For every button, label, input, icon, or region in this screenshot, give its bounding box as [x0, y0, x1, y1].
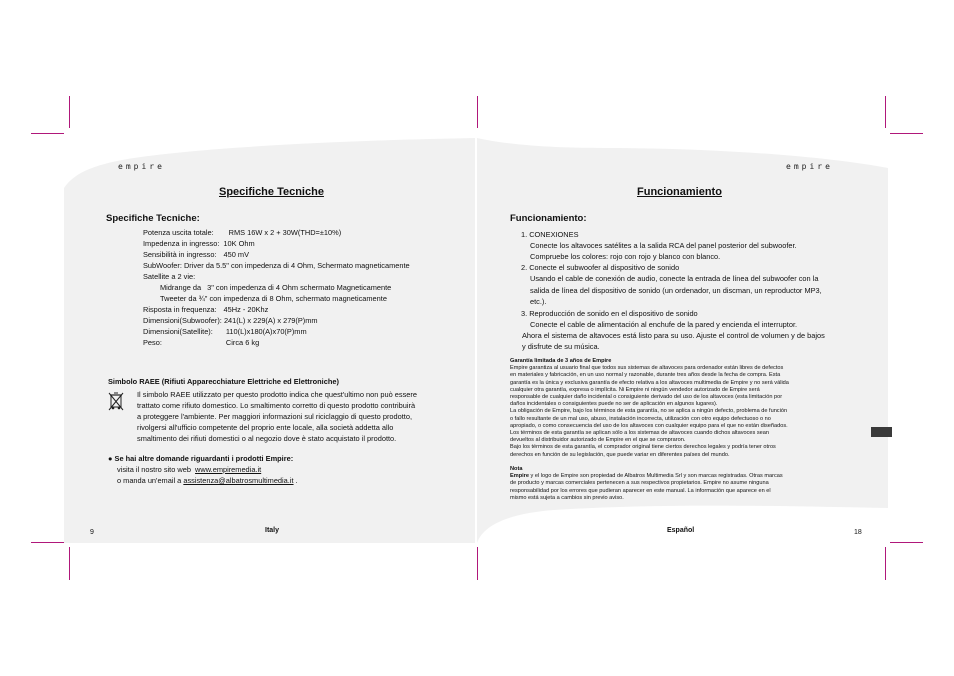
raee-title: Simbolo RAEE (Rifiuti Apparecchiature Elettriche ed Elettroniche) [108, 377, 339, 386]
spec-label: Dimensioni(Satellite): [143, 327, 213, 336]
page-tab-marker [871, 427, 892, 437]
spec-row [143, 282, 410, 293]
warranty-line: Los términos de esta garantía se aplican sólo a los sistemas de altavoces cuando dichos altavoces sean [510, 430, 770, 437]
spec-value: 45Hz - 20Khz [223, 305, 269, 314]
raee-line: rivolgersi all'ufficio competente del proprio ente locale, alla società addetta allo [137, 423, 394, 432]
crop-mark [885, 547, 886, 580]
contact-mail-suffix: . [295, 476, 298, 485]
step-text: Ahora el sistema de altavoces está listo para su uso. Ajuste el control de volumen y de bajos [522, 330, 825, 340]
crop-mark [885, 96, 886, 129]
spec-label: Impedenza in ingresso: [143, 239, 220, 248]
crop-mark [477, 96, 478, 129]
warranty-title: Garantía limitada de 3 años de Empire [510, 358, 612, 364]
empire-logo: empire [118, 162, 165, 171]
step-text: salida de línea del dispositivo de sonido (un ordenador, un discman, un reproductor MP3, [530, 285, 822, 295]
spec-row [143, 337, 410, 348]
step-text: etc.). [530, 297, 547, 306]
step-text: Usando el cable de conexión de audio, conecte la entrada de línea del subwoofer con la [530, 274, 819, 283]
spec-row [143, 304, 410, 315]
spec-label: Potenza uscita totale: [143, 228, 214, 237]
contact-web-prefix: visita il nostro sito web [117, 465, 191, 474]
crossed-out-wheelie-bin-icon [108, 391, 124, 411]
spec-label: Dimensioni(Subwoofer): [143, 316, 222, 325]
crop-mark [31, 133, 64, 134]
note-line: responsabilidad por los errores que pudieran aparecer en este manual. La información que aparece en el [510, 487, 771, 494]
contact-block [108, 453, 298, 486]
spec-row [143, 326, 410, 337]
spec-row [143, 249, 410, 260]
raee-line: smaltimento dei rifiuti domestici o al negozio dove è stato acquistato il prodotto. [137, 434, 397, 443]
warranty-line: derechos en función de su legislación, que puede variar en diferentes países del mundo. [510, 451, 730, 458]
raee-line: a proteggere l'ambiente. Per maggiori informazioni sul riciclaggio di questo prodotto, [137, 412, 413, 421]
warranty-line: cualquier otra garantía, expresa o implícita. Ni Empire ni ningún vendedor autorizado de Empire será [510, 386, 760, 393]
crop-mark [477, 547, 478, 580]
warranty-line: o fallo resultante de un mal uso, abuso, instalación incorrecta, utilización con otro equipo defectuoso o no [510, 415, 771, 422]
crop-mark [31, 542, 64, 543]
spec-value: 110(L)x180(A)x70(P)mm [225, 327, 307, 336]
spec-label: Sensibilità in ingresso: [143, 250, 217, 259]
spec-value: RMS 16W x 2 + 30W(THD=±10%) [228, 228, 342, 237]
website-link[interactable]: www.empiremedia.it [195, 465, 262, 474]
warranty-line: en materiales y fabricación, en un uso normal y razonable, durante tres años desde la fecha de compra. Esta [510, 372, 781, 379]
warranty-line: daños incidentales o consiguientes puede no ser de aplicación en algunos lugares). [510, 401, 718, 408]
contact-mail-row [108, 475, 298, 486]
note-line: de producto y marcas comerciales pertenecen a sus respectivos propietarios. Empire no asume ninguna [510, 480, 769, 487]
warranty-line: devueltos al distribuidor autorizado de Empire en el que se compraron. [510, 437, 686, 444]
spec-row [143, 315, 410, 326]
section-title: Specifiche Tecniche: [106, 213, 200, 224]
spec-row [143, 293, 410, 304]
spec-label: Tweeter da [160, 294, 197, 303]
note-text: y el logo de Empire son propiedad de Albatros Multimedia Srl y son marcas registradas. Otras marcas [528, 473, 783, 480]
spec-row [143, 271, 410, 282]
warranty-block [510, 358, 789, 459]
spec-row [143, 238, 410, 249]
spec-label: Satellite a 2 vie: [143, 272, 196, 281]
spec-label: SubWoofer: [143, 261, 182, 270]
spec-value: 241(L) x 229(A) x 279(P)mm [223, 316, 318, 325]
spec-label: Peso: [143, 338, 162, 347]
warranty-line: garantía es la única y exclusiva garantía de efecto relativa a los altavoces multimedia de Empire y no será válida [510, 379, 789, 386]
warranty-line: responsable de cualquier daño incidental o consiguiente derivado del uso de los altavoces (esta limitación por [510, 394, 783, 401]
raee-text [137, 389, 417, 444]
contact-web-row [108, 464, 298, 475]
step-heading: 3. Reproducción de sonido en el dispositivo de sonido [521, 308, 698, 318]
step-heading: 1. CONEXIONES [521, 230, 579, 239]
crop-mark [69, 96, 70, 129]
step-text: Conecte el cable de alimentación al enchufe de la pared y encienda el interruptor. [530, 319, 798, 329]
step-text: Compruebe los colores: rojo con rojo y blanco con blanco. [530, 252, 721, 261]
warranty-line: Bajo los términos de esta garantía, el comprador original tiene ciertos derechos legales y podría tener otros [510, 444, 776, 451]
step-text: y disfrute de su música. [522, 341, 600, 351]
spec-row [143, 260, 410, 271]
step-text: Conecte los altavoces satélites a la salida RCA del panel posterior del subwoofer. [530, 241, 797, 250]
spec-label: Risposta in frequenza: [143, 305, 217, 314]
instruction-steps [521, 229, 825, 352]
warranty-line: apropiado, o como consecuencia del uso de los altavoces con cualquier equipo para el que no están diseñados. [510, 422, 788, 429]
spec-value: ¾" con impedenza di 8 Ohm, schermato magneticamente [198, 294, 387, 303]
page-footer-label: Italy [265, 527, 280, 534]
contact-title-text: Se hai altre domande riguardanti i prodotti Empire: [114, 454, 294, 463]
email-link[interactable]: assistenza@albatrosmultimedia.it [183, 476, 294, 485]
bullet-icon: ● [108, 454, 113, 463]
spec-label: Midrange da [160, 283, 202, 292]
spec-list [143, 227, 410, 348]
note-title: Nota [510, 466, 523, 472]
spec-value: Circa 6 kg [225, 338, 260, 347]
contact-mail-prefix: o manda un'email a [117, 476, 182, 485]
spec-value: Driver da 5.5" con impedenza di 4 Ohm, Schermato magneticamente [183, 261, 410, 270]
page-title: Funcionamiento [637, 186, 722, 198]
note-line: mismo está sujeta a cambios sin previo aviso. [510, 494, 624, 501]
page-title: Specifiche Tecniche [219, 186, 324, 198]
note-lead: Empire [510, 473, 529, 480]
page-number: 9 [90, 529, 94, 536]
warranty-line: Empire garantiza al usuario final que todos sus sistemas de altavoces para ordenador están libres de defectos [510, 365, 784, 372]
spec-value: 450 mV [223, 250, 250, 259]
raee-line: trattato come rifiuto domestico. Lo smaltimento corretto di questo prodotto contribuirà [137, 401, 416, 410]
contact-title [108, 453, 298, 464]
warranty-line: La obligación de Empire, bajo los términos de esta garantía, no se aplica a ningún defecto, problema de función [510, 408, 788, 415]
crop-mark [69, 547, 70, 580]
page-number: 18 [854, 529, 862, 536]
crop-mark [890, 133, 923, 134]
note-block [510, 466, 783, 502]
spec-row [143, 227, 410, 238]
empire-logo: empire [786, 162, 833, 171]
step-heading: 2. Conecte el subwoofer al dispositivo de sonido [521, 263, 680, 272]
spec-value: 3" con impedenza di 4 Ohm schermato Magneticamente [207, 283, 392, 292]
crop-mark [890, 542, 923, 543]
raee-line: Il simbolo RAEE utilizzato per questo prodotto indica che quest'ultimo non può essere [137, 390, 417, 399]
note-line [510, 473, 783, 480]
section-title: Funcionamiento: [510, 213, 587, 224]
spec-value: 10K Ohm [223, 239, 255, 248]
page-footer-label: Español [667, 527, 695, 534]
